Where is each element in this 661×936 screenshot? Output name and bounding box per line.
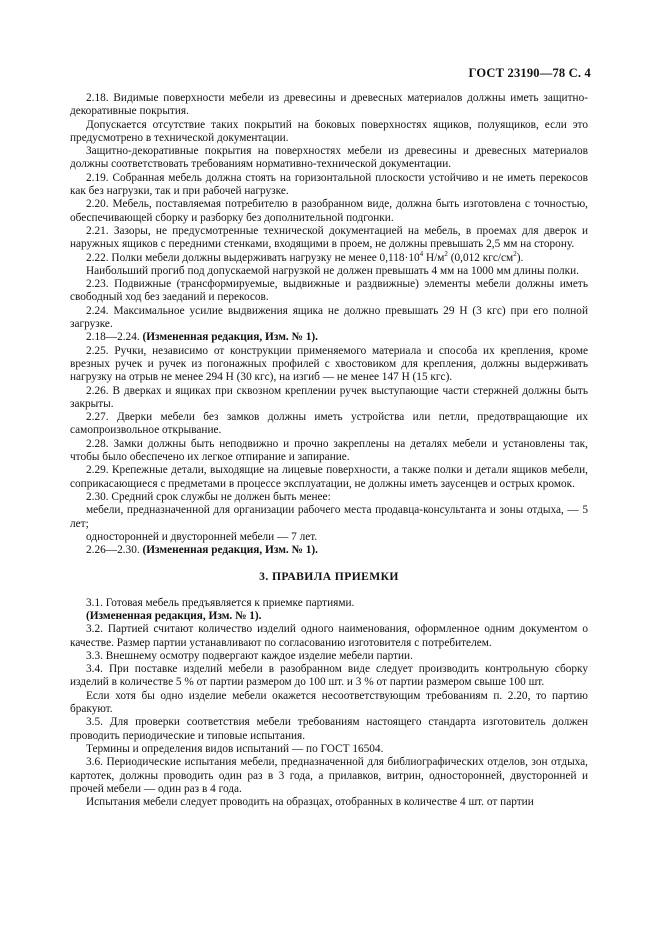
amendment-note-2-18-2-24: 2.18—2.24. (Измененная редакция, Изм. № 1). [86, 331, 318, 344]
paragraph-2-18-coatings: Защитно-декоративные покрытия на поверхностях мебели из древесины и древесных материалов должны соответствовать требованиям нормативно-технической документации. [70, 145, 588, 171]
paragraph-2-20: 2.20. Мебель, поставляемая потребителю в разобранном виде, должна быть изготовлена с точностью, обеспечивающей сборку и разборку без дополнительной подгонки. [70, 198, 588, 224]
paragraph-2-30-consultant: мебели, предназначенной для организации рабочего места продавца-консультанта и зоны отдыха, — 5 лет; [70, 504, 588, 530]
paragraph-3-3: 3.3. Внешнему осмотру подвергают каждое изделие мебели партии. [86, 649, 413, 662]
paragraph-3-1: 3.1. Готовая мебель предъявляется к приемке партиями. [86, 596, 355, 609]
paragraph-2-30: 2.30. Средний срок службы не должен быть менее: [86, 490, 331, 503]
paragraph-2-22-deflection: Наибольший прогиб под допускаемой нагрузкой не должен превышать 4 мм на 1000 мм длины полки. [86, 264, 579, 277]
paragraph-2-24: 2.24. Максимальное усилие выдвижения ящика не должно превышать 29 Н (3 кгс) при его полной загрузке. [70, 304, 588, 331]
paragraph-2-23: 2.23. Подвижные (трансформируемые, выдвижные и раздвижные) элементы мебели должны иметь свободный ход без заеданий и перекосов. [70, 278, 588, 304]
paragraph-3-5-terms: Термины и определения видов испытаний — по ГОСТ 16504. [86, 742, 384, 755]
paragraph-3-4: 3.4. При поставке изделий мебели в разобранном виде следует производить контрольную сборку изделий в количестве 5 % от партии размером до 100 шт. и 3 % от партии размером свыше 100 шт. [70, 663, 588, 689]
document-body [70, 92, 588, 809]
paragraph-2-26: 2.26. В дверках и ящиках при сквозном креплении ручек выступающие части стержней должны быть закрыты. [70, 384, 588, 410]
paragraph-3-4-reject: Если хотя бы одно изделие мебели окажется несоответствующим требованиям п. 2.20, то партию бракуют. [70, 689, 588, 716]
paragraph-2-19: 2.19. Собранная мебель должна стоять на горизонтальной плоскости устойчиво и не иметь перекосов как без нагрузки, так и при рабочей нагрузке. [70, 171, 588, 198]
paragraph-3-2: 3.2. Партией считают количество изделий одного наименования, оформленное одним документом о качестве. Размер партии устанавливают по согласованию изготовителя с потребителем. [70, 623, 588, 649]
paragraph-3-6-samples: Испытания мебели следует проводить на образцах, отобранных в количестве 4 шт. от партии [86, 796, 534, 809]
page-header: ГОСТ 23190—78 С. 4 [468, 66, 591, 80]
paragraph-2-22: 2.22. Полки мебели должны выдерживать нагрузку не менее $0,118\cdot 10^4$ $Н/м^2$ (0,012 кгс/$см^2$). [86, 249, 524, 264]
paragraph-3-6: 3.6. Периодические испытания мебели, предназначенной для библиографических отделов, зон отдыха, картотек, должны проводить один раз в 3 года, а прилавков, витрин, односторонней, двусторонней и прочей мебели — один раз в 4 года. [70, 756, 588, 795]
section-3-title: 3. ПРАВИЛА ПРИЕМКИ [259, 570, 399, 584]
paragraph-2-27: 2.27. Дверки мебели без замков должны иметь устройства или петли, предотвращающие их самопроизвольное открывание. [70, 411, 588, 437]
paragraph-2-28: 2.28. Замки должны быть неподвижно и прочно закреплены на деталях мебели и установлены так, чтобы было обеспечено их легкое отпирание и запирание. [70, 437, 588, 464]
paragraph-3-5: 3.5. Для проверки соответствия мебели требованиям настоящего стандарта изготовитель должен проводить периодические и типовые испытания. [70, 716, 588, 742]
amendment-note-3-1: (Измененная редакция, Изм. № 1). [86, 609, 262, 622]
amendment-note-2-26-2-30: 2.26—2.30. (Измененная редакция, Изм. № 1). [86, 544, 318, 557]
paragraph-2-29: 2.29. Крепежные детали, выходящие на лицевые поверхности, а также полки и детали ящиков мебели, соприкасающиеся с предметами в процессе эксплуатации, не должны иметь заусенцев и острых кромок. [70, 464, 588, 490]
paragraph-2-18: 2.18. Видимые поверхности мебели из древесины и древесных материалов должны иметь защитно-декоративные покрытия. [70, 92, 588, 118]
paragraph-2-18-note: Допускается отсутствие таких покрытий на боковых поверхностях ящиков, полуящиков, если это предусмотрено в технической документации. [70, 118, 588, 144]
paragraph-2-21: 2.21. Зазоры, не предусмотренные технической документацией на мебель, в проемах для дверок и наружных ящиков с передними стенками, входящими в проем, не должны превышать 2,5 мм на сторону. [70, 224, 588, 251]
paragraph-2-25: 2.25. Ручки, независимо от конструкции применяемого материала и способа их крепления, кроме врезных ручек и ручек из погонажных профилей с хвостовиком для крепления, должны выдерживать нагрузку на отрыв не менее 294 Н (30 кгс), на изгиб — не менее 147 Н (15 кгс). [70, 344, 588, 384]
paragraph-2-30-sided: односторонней и двусторонней мебели — 7 лет. [86, 530, 318, 543]
